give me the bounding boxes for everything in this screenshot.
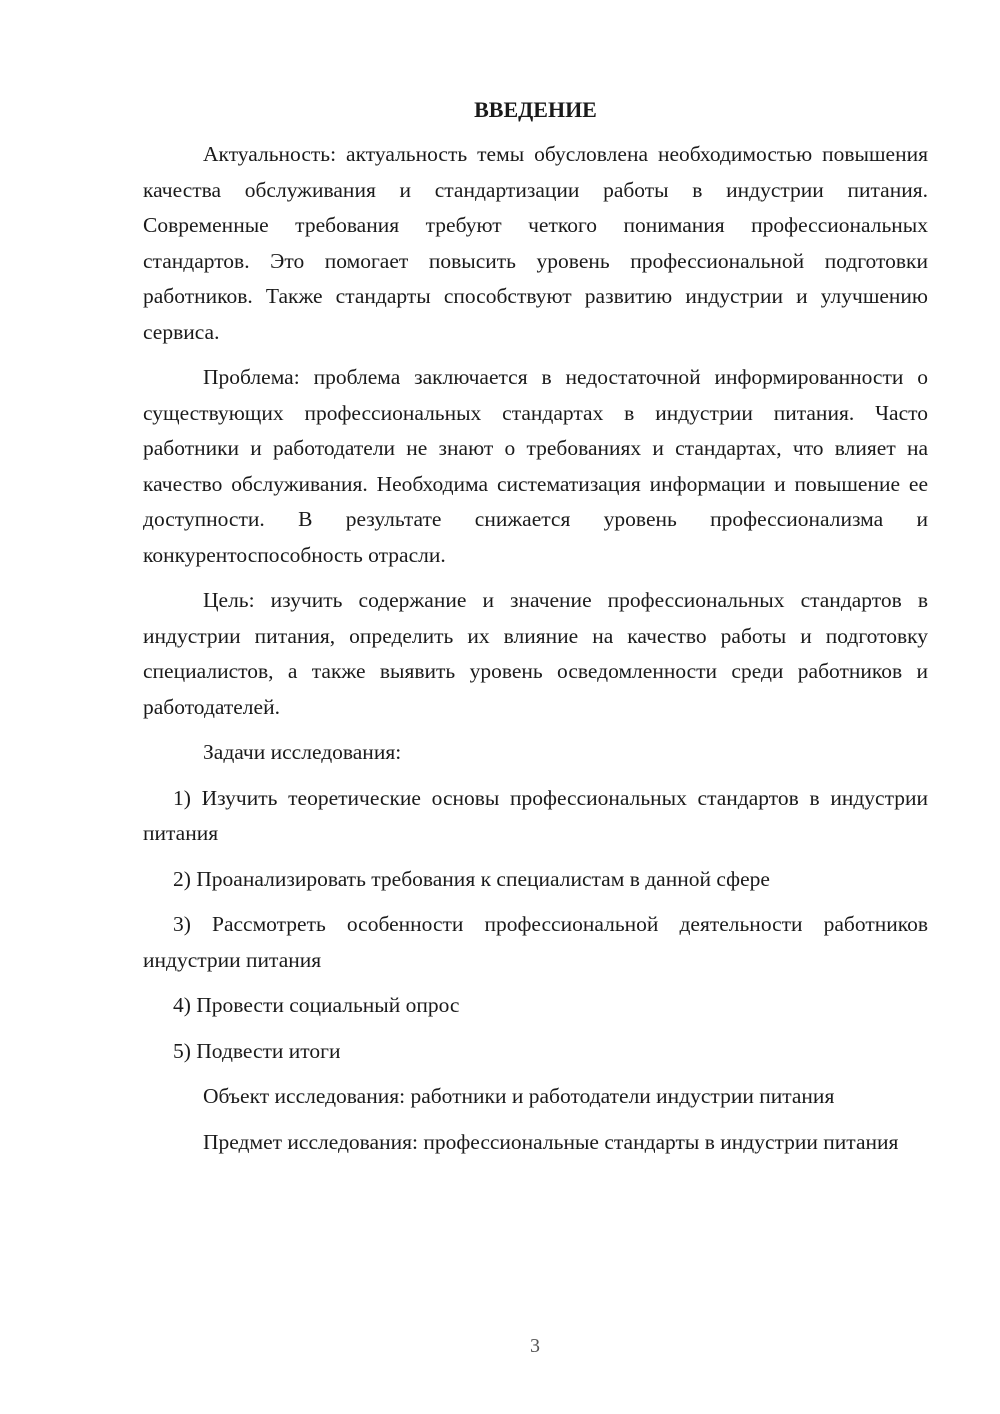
goal-paragraph: Цель: изучить содержание и значение профессиональных стандартов в индустрии питания, определить их влияние на качество работы и подготовку специалистов, а также выявить уровень осведомленности среди работников и работодателей. — [143, 588, 928, 719]
task-item-1: 1) Изучить теоретические основы профессиональных стандартов в индустрии питания — [143, 785, 928, 845]
object-paragraph: Объект исследования: работники и работодатели индустрии питания — [203, 1084, 835, 1108]
tasks-heading: Задачи исследования: — [203, 740, 402, 764]
problem-paragraph: Проблема: проблема заключается в недостаточной информированности о существующих профессиональных стандартах в индустрии питания. Часто работники и работодатели не знают о требованиях и стандартах, что влияет на качество обслуживания. Необходима систематизация информации и повышение ее доступности. В результате снижается уровень профессионализма и конкурентоспособность отрасли. — [143, 365, 928, 567]
relevance-paragraph: Актуальность: актуальность темы обусловлена необходимостью повышения качества обслуживания и стандартизации работы в индустрии питания. Современные требования требуют четкого понимания профессиональных стандартов. Это помогает повысить уровень профессиональной подготовки работников. Также стандарты способствуют развитию индустрии и улучшению сервиса. — [143, 142, 928, 344]
task-item-5: 5) Подвести итоги — [173, 1038, 341, 1063]
task-item-4: 4) Провести социальный опрос — [173, 993, 460, 1017]
page-number: 3 — [530, 1335, 540, 1357]
task-item-3: 3) Рассмотреть особенности профессиональной деятельности работников индустрии питания — [143, 912, 928, 972]
task-item-2: 2) Проанализировать требования к специалистам в данной сфере — [173, 866, 770, 891]
document-body — [143, 95, 928, 1170]
section-title: ВВЕДЕНИЕ — [474, 97, 597, 122]
subject-paragraph: Предмет исследования: профессиональные стандарты в индустрии питания — [203, 1129, 899, 1154]
